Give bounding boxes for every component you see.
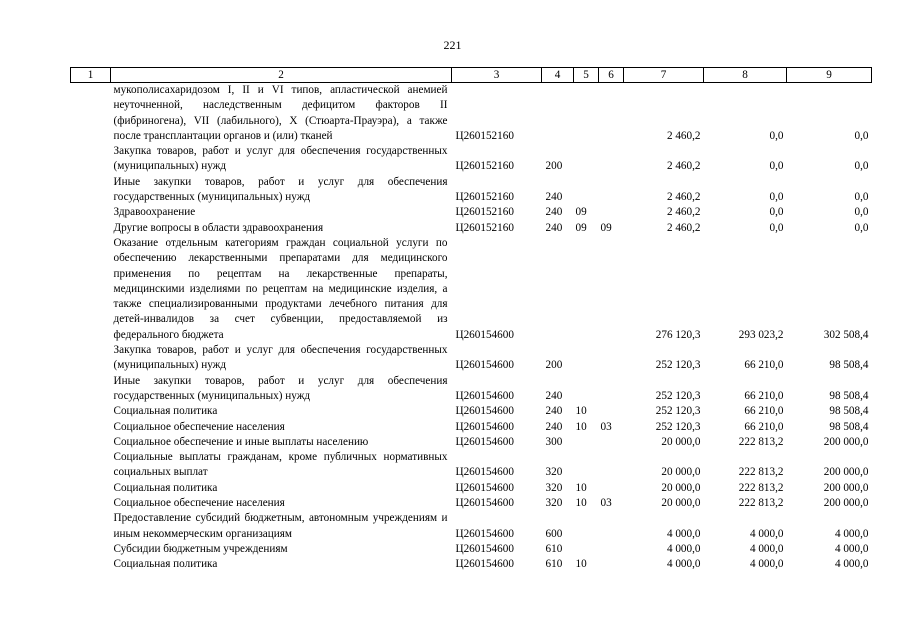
subsection-code [599, 236, 624, 343]
expense-type-code: 320 [545, 481, 563, 494]
column-number: 2 [111, 68, 452, 83]
row-name: Социальное обеспечение и иные выплаты населению [113, 435, 369, 448]
amount-year-1: 4 000,0 [666, 542, 701, 555]
blank-cell [71, 374, 111, 405]
section-code [574, 450, 599, 481]
section-code: 10 [575, 405, 587, 418]
amount-year-2: 0,0 [769, 160, 784, 173]
amount-year-2: 4 000,0 [749, 558, 784, 571]
table-row [71, 175, 872, 206]
section-code [574, 144, 599, 175]
row-name: Социальная политика [113, 405, 218, 418]
column-number: 9 [787, 68, 872, 83]
subsection-code [599, 404, 624, 419]
table-row [71, 404, 872, 419]
row-name: Здравоохранение [113, 206, 196, 219]
table-header [71, 68, 872, 83]
amount-year-2: 66 210,0 [744, 389, 784, 402]
table-row [71, 420, 872, 435]
row-name: Социальная политика [113, 481, 218, 494]
expense-type-code: 240 [545, 389, 563, 402]
expense-type-code: 610 [545, 542, 563, 555]
blank-cell [71, 343, 111, 374]
blank-cell [71, 435, 111, 450]
amount-year-1: 2 460,2 [666, 206, 701, 219]
blank-cell [71, 144, 111, 175]
amount-year-1: 252 120,3 [655, 359, 701, 372]
target-article-code: Ц260152160 [455, 191, 514, 204]
target-article-code: Ц260154600 [455, 389, 514, 402]
target-article-code: Ц260154600 [455, 359, 514, 372]
table-row [71, 435, 872, 450]
amount-year-2: 222 813,2 [738, 497, 784, 510]
expense-type-code: 240 [545, 206, 563, 219]
subsection-code [599, 450, 624, 481]
table-row [71, 496, 872, 511]
amount-year-1: 2 460,2 [666, 221, 701, 234]
amount-year-1: 2 460,2 [666, 191, 701, 204]
amount-year-3: 4 000,0 [834, 527, 869, 540]
target-article-code: Ц260154600 [455, 542, 514, 555]
section-code: 10 [575, 481, 587, 494]
table-row [71, 83, 872, 145]
amount-year-3: 98 508,4 [829, 405, 869, 418]
target-article-code: Ц260154600 [455, 420, 514, 433]
amount-year-1: 4 000,0 [666, 527, 701, 540]
amount-year-2: 293 023,2 [738, 328, 784, 341]
section-code: 10 [575, 497, 587, 510]
table-row [71, 221, 872, 236]
amount-year-2: 222 813,2 [738, 466, 784, 479]
expense-type-code [542, 83, 574, 145]
subsection-code [599, 83, 624, 145]
amount-year-1: 20 000,0 [661, 435, 701, 448]
row-name: Закупка товаров, работ и услуг для обеспечения государственных (муниципальных) нужд [113, 145, 448, 173]
subsection-code [599, 435, 624, 450]
blank-cell [71, 221, 111, 236]
section-code: 10 [575, 558, 587, 571]
section-code [574, 374, 599, 405]
amount-year-2: 222 813,2 [738, 481, 784, 494]
amount-year-3: 0,0 [854, 221, 869, 234]
amount-year-3: 200 000,0 [823, 497, 869, 510]
budget-table [70, 67, 872, 573]
row-name: Оказание отдельным категориям граждан социальной услуги по обеспечению лекарственными препаратами для медицинского применения по рецептам на лекарственные препараты, медицинскими изделиями по рецептам на медицинские изделия, а также специализированными продуктами лечебного питания для детей-инвалидов за счет субвенции, предоставляемой из федерального бюджета [113, 236, 448, 341]
target-article-code: Ц260154600 [455, 481, 514, 494]
blank-cell [71, 404, 111, 419]
blank-cell [71, 236, 111, 343]
expense-type-code: 320 [545, 466, 563, 479]
amount-year-2: 66 210,0 [744, 405, 784, 418]
amount-year-3: 0,0 [854, 191, 869, 204]
expense-type-code: 300 [545, 435, 563, 448]
amount-year-1: 276 120,3 [655, 328, 701, 341]
row-name: Предоставление субсидий бюджетным, автономным учреждениям и иным некоммерческим организациям [113, 512, 448, 540]
amount-year-3: 98 508,4 [829, 359, 869, 372]
row-name: Социальные выплаты гражданам, кроме публичных нормативных социальных выплат [113, 451, 448, 479]
amount-year-3: 4 000,0 [834, 542, 869, 555]
row-name: Иные закупки товаров, работ и услуг для обеспечения государственных (муниципальных) нужд [113, 374, 448, 402]
column-number: 6 [599, 68, 624, 83]
target-article-code: Ц260154600 [455, 466, 514, 479]
subsection-code [599, 374, 624, 405]
target-article-code: Ц260154600 [455, 527, 514, 540]
table-row [71, 205, 872, 220]
amount-year-1: 252 120,3 [655, 389, 701, 402]
amount-year-2: 222 813,2 [738, 435, 784, 448]
expense-type-code: 610 [545, 558, 563, 571]
amount-year-2: 0,0 [769, 221, 784, 234]
target-article-code: Ц260152160 [455, 129, 514, 142]
section-code [574, 435, 599, 450]
amount-year-1: 2 460,2 [666, 129, 701, 142]
page-number: 221 [443, 38, 462, 52]
column-number: 7 [624, 68, 704, 83]
subsection-code [599, 557, 624, 572]
blank-cell [71, 420, 111, 435]
amount-year-1: 20 000,0 [661, 497, 701, 510]
amount-year-2: 0,0 [769, 129, 784, 142]
section-code: 09 [575, 206, 587, 219]
subsection-code: 03 [600, 420, 612, 433]
target-article-code: Ц260152160 [455, 221, 514, 234]
amount-year-1: 252 120,3 [655, 420, 701, 433]
blank-cell [71, 450, 111, 481]
amount-year-3: 0,0 [854, 160, 869, 173]
blank-cell [71, 511, 111, 542]
column-number: 1 [71, 68, 111, 83]
amount-year-2: 4 000,0 [749, 527, 784, 540]
target-article-code: Ц260154600 [455, 435, 514, 448]
subsection-code: 03 [600, 497, 612, 510]
amount-year-1: 20 000,0 [661, 481, 701, 494]
section-code [574, 83, 599, 145]
amount-year-3: 4 000,0 [834, 558, 869, 571]
blank-cell [71, 481, 111, 496]
expense-type-code: 240 [545, 221, 563, 234]
expense-type-code [542, 236, 574, 343]
expense-type-code: 240 [545, 405, 563, 418]
amount-year-3: 98 508,4 [829, 389, 869, 402]
amount-year-3: 98 508,4 [829, 420, 869, 433]
amount-year-3: 0,0 [854, 129, 869, 142]
row-name: мукополисахаридозом I, II и VI типов, апластической анемией неуточненной, наследственным дефицитом факторов II (фибриногена), VII (лабильного), X (Стюарта-Прауэра), а также после трансплантации органов и (или) тканей [113, 84, 448, 142]
blank-cell [71, 557, 111, 572]
target-article-code: Ц260154600 [455, 328, 514, 341]
target-article-code: Ц260154600 [455, 558, 514, 571]
section-code: 10 [575, 420, 587, 433]
amount-year-3: 0,0 [854, 206, 869, 219]
table-body [71, 83, 872, 573]
target-article-code: Ц260152160 [455, 160, 514, 173]
table-row [71, 343, 872, 374]
amount-year-2: 66 210,0 [744, 359, 784, 372]
section-code [574, 236, 599, 343]
target-article-code: Ц260154600 [455, 405, 514, 418]
row-name: Другие вопросы в области здравоохранения [113, 221, 324, 234]
table-row [71, 542, 872, 557]
section-code: 09 [575, 221, 587, 234]
amount-year-1: 252 120,3 [655, 405, 701, 418]
amount-year-3: 200 000,0 [823, 481, 869, 494]
column-number-row [71, 68, 872, 83]
subsection-code: 09 [600, 221, 612, 234]
blank-cell [71, 496, 111, 511]
section-code [574, 511, 599, 542]
table-row [71, 450, 872, 481]
table-row [71, 511, 872, 542]
target-article-code: Ц260152160 [455, 206, 514, 219]
subsection-code [599, 511, 624, 542]
expense-type-code: 320 [545, 497, 563, 510]
amount-year-1: 20 000,0 [661, 466, 701, 479]
table-row [71, 557, 872, 572]
subsection-code [599, 144, 624, 175]
blank-cell [71, 205, 111, 220]
row-name: Закупка товаров, работ и услуг для обеспечения государственных (муниципальных) нужд [113, 344, 448, 372]
expense-type-code: 200 [545, 160, 563, 173]
table-row [71, 481, 872, 496]
amount-year-3: 200 000,0 [823, 466, 869, 479]
section-code [574, 343, 599, 374]
amount-year-1: 4 000,0 [666, 558, 701, 571]
blank-cell [71, 83, 111, 145]
blank-cell [71, 175, 111, 206]
row-name: Субсидии бюджетным учреждениям [113, 542, 288, 555]
column-number: 4 [542, 68, 574, 83]
subsection-code [599, 175, 624, 206]
section-code [574, 542, 599, 557]
subsection-code [599, 343, 624, 374]
row-name: Социальная политика [113, 558, 218, 571]
table-row [71, 374, 872, 405]
expense-type-code: 200 [545, 359, 563, 372]
subsection-code [599, 205, 624, 220]
row-name: Социальное обеспечение населения [113, 497, 285, 510]
section-code [574, 175, 599, 206]
column-number: 3 [452, 68, 542, 83]
expense-type-code: 240 [545, 191, 563, 204]
expense-type-code: 240 [545, 420, 563, 433]
row-name: Социальное обеспечение населения [113, 420, 285, 433]
amount-year-2: 0,0 [769, 191, 784, 204]
subsection-code [599, 481, 624, 496]
amount-year-1: 2 460,2 [666, 160, 701, 173]
amount-year-2: 4 000,0 [749, 542, 784, 555]
row-name: Иные закупки товаров, работ и услуг для обеспечения государственных (муниципальных) нужд [113, 175, 448, 204]
subsection-code [599, 542, 624, 557]
amount-year-3: 200 000,0 [823, 435, 869, 448]
column-number: 5 [574, 68, 599, 83]
target-article-code: Ц260154600 [455, 497, 514, 510]
amount-year-2: 66 210,0 [744, 420, 784, 433]
expense-type-code: 600 [545, 527, 563, 540]
blank-cell [71, 542, 111, 557]
table-row [71, 144, 872, 175]
amount-year-2: 0,0 [769, 206, 784, 219]
amount-year-3: 302 508,4 [823, 328, 869, 341]
table-row [71, 236, 872, 343]
column-number: 8 [704, 68, 787, 83]
